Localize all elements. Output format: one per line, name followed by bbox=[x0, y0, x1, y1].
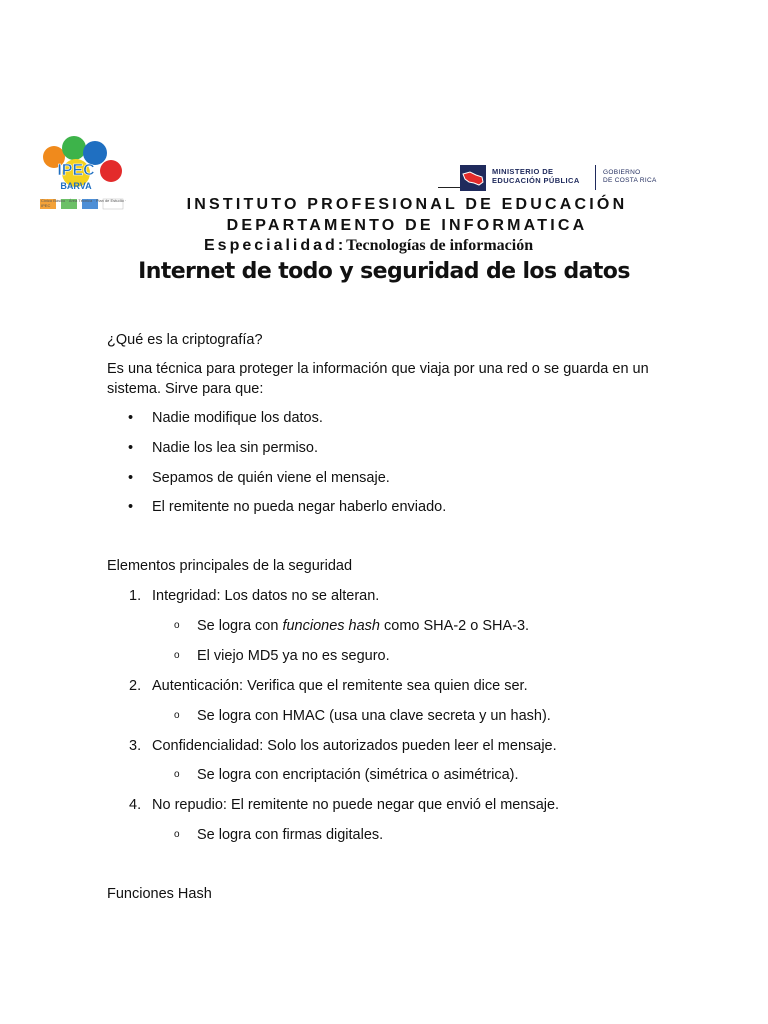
list-item: Nadie los lea sin permiso. bbox=[152, 440, 319, 456]
bullet-marker: • bbox=[128, 440, 134, 456]
numbered-item: Confidencialidad: Solo los autorizados pueden leer el mensaje. bbox=[152, 738, 557, 754]
ipec-logo-name: IPEC bbox=[57, 162, 95, 179]
sub-list-item: El viejo MD5 ya no es seguro. bbox=[197, 648, 390, 664]
ipec-logo-caption: Cívico Básico · Área Técnica · Plan de Estudio · IPEC bbox=[41, 198, 127, 208]
bullet-marker: • bbox=[128, 410, 134, 426]
mep-logo-rule bbox=[438, 187, 460, 188]
list-item: Nadie modifique los datos. bbox=[152, 410, 323, 426]
section-heading-security: Elementos principales de la seguridad bbox=[107, 558, 353, 574]
list-item: El remitente no pueda negar haberlo enviado. bbox=[152, 499, 447, 515]
specialty-value: Tecnologías de información bbox=[346, 237, 534, 254]
logo-balloon-red bbox=[100, 160, 122, 182]
sub-bullet-marker: o bbox=[174, 620, 180, 631]
gobierno-logo-text bbox=[603, 169, 657, 185]
list-item: Sepamos de quién viene el mensaje. bbox=[152, 470, 390, 486]
mep-line-2: EDUCACIÓN PÚBLICA bbox=[492, 176, 580, 185]
sub-bullet-marker: o bbox=[174, 829, 180, 840]
section-heading-hash: Funciones Hash bbox=[107, 886, 212, 902]
section-intro: Es una técnica para proteger la información que viaja por una red o se guarda en un sistema. Sirve para que: bbox=[107, 361, 649, 397]
emphasis: funciones hash bbox=[282, 618, 380, 634]
sub-list-item: Se logra con encriptación (simétrica o asimétrica). bbox=[197, 767, 519, 783]
mep-logo-text bbox=[492, 167, 580, 185]
numbered-item: Autenticación: Verifica que el remitente sea quien dice ser. bbox=[152, 678, 528, 694]
ipec-logo-place: BARVA bbox=[60, 181, 92, 191]
sub-bullet-marker: o bbox=[174, 710, 180, 721]
section-question: ¿Qué es la criptografía? bbox=[107, 332, 263, 348]
gob-line-1: GOBIERNO bbox=[603, 169, 641, 176]
mep-logo-separator bbox=[595, 165, 596, 190]
list-number: 3. bbox=[129, 738, 142, 754]
list-number: 1. bbox=[129, 588, 142, 604]
specialty-line bbox=[204, 237, 533, 255]
costa-rica-map-icon bbox=[460, 165, 486, 191]
department-name: DEPARTAMENTO DE INFORMATICA bbox=[226, 217, 588, 234]
sub-bullet-marker: o bbox=[174, 650, 180, 661]
numbered-item: No repudio: El remitente no puede negar que envió el mensaje. bbox=[152, 797, 560, 813]
specialty-label: Especialidad: bbox=[204, 237, 347, 254]
list-number: 4. bbox=[129, 797, 142, 813]
bullet-marker: • bbox=[128, 499, 134, 515]
sub-bullet-marker: o bbox=[174, 769, 180, 780]
list-number: 2. bbox=[129, 678, 142, 694]
sub-list-item: Se logra con funciones hash como SHA-2 o SHA-3. bbox=[197, 618, 530, 634]
mep-line-1: MINISTERIO DE bbox=[492, 167, 554, 176]
institute-name: INSTITUTO PROFESIONAL DE EDUCACIÓN bbox=[186, 196, 628, 213]
sub-list-item: Se logra con HMAC (usa una clave secreta y un hash). bbox=[197, 708, 551, 724]
document-title: Internet de todo y seguridad de los datos bbox=[138, 259, 630, 284]
numbered-item: Integridad: Los datos no se alteran. bbox=[152, 588, 380, 604]
logo-balloon-green bbox=[62, 136, 86, 160]
sub-list-item: Se logra con firmas digitales. bbox=[197, 827, 384, 843]
bullet-marker: • bbox=[128, 470, 134, 486]
gob-line-2: DE COSTA RICA bbox=[603, 177, 657, 184]
